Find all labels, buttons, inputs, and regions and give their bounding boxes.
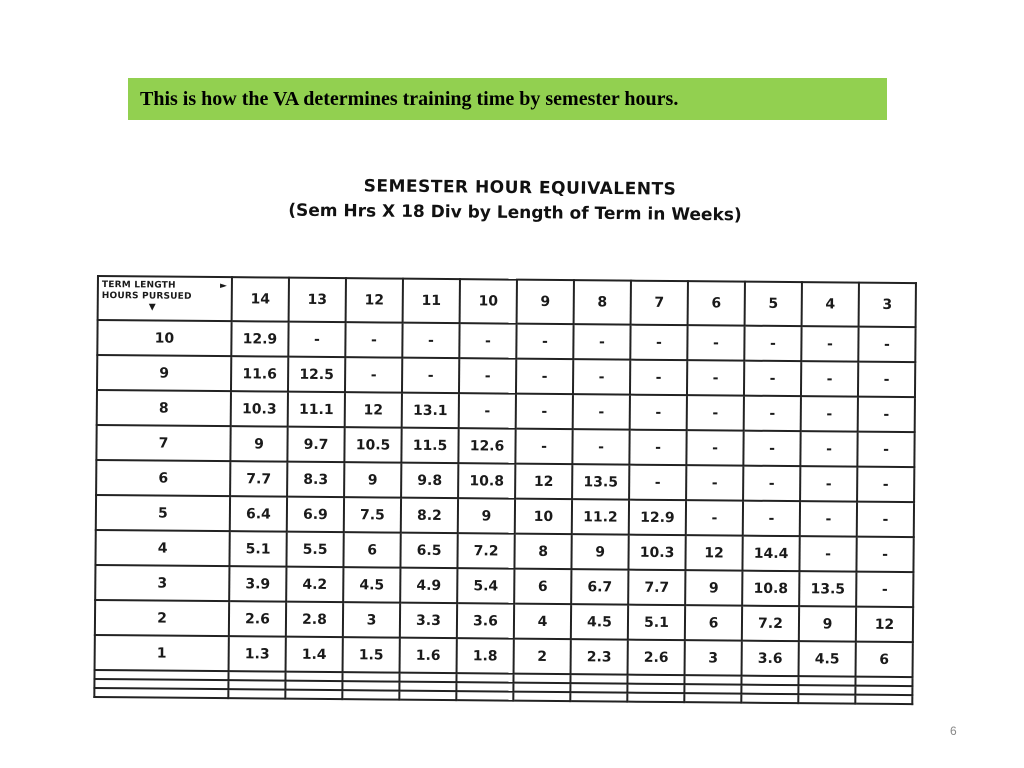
table-cell: - (516, 324, 573, 359)
table-cell: 6 (514, 569, 571, 604)
table-cell: - (516, 359, 573, 394)
row-header: 8 (97, 390, 231, 426)
table-cell: 7.2 (457, 533, 514, 568)
table-cell: - (402, 323, 459, 358)
table-cell: - (515, 429, 572, 464)
table-cell: 12.6 (458, 428, 515, 463)
table-cell: 5.1 (229, 531, 286, 566)
table-cell: - (743, 501, 800, 536)
table-cell: 3.6 (457, 603, 514, 638)
table-cell: 9 (458, 498, 515, 533)
table-cell: 12.9 (629, 500, 686, 535)
blank-cell (513, 683, 570, 692)
blank-cell (399, 691, 456, 700)
blank-cell (513, 692, 570, 701)
table-cell: - (743, 431, 800, 466)
table-cell: - (687, 395, 744, 430)
table-cell: 10 (515, 499, 572, 534)
table-cell: - (516, 394, 573, 429)
table-cell: 8.2 (401, 498, 458, 533)
table-cell: 7.7 (230, 461, 287, 496)
table-cell: 9 (230, 426, 287, 461)
table-cell: - (801, 396, 858, 431)
table-cell: 3.6 (742, 641, 799, 676)
table-cell: 9 (685, 570, 742, 605)
blank-cell (684, 675, 741, 684)
table-cell: 12 (685, 535, 742, 570)
blank-cell (94, 688, 228, 698)
table-body (94, 320, 915, 704)
table-cell: - (345, 357, 402, 392)
row-header: 5 (96, 495, 230, 531)
table-cell: 5.4 (457, 568, 514, 603)
table-cell: 9 (571, 534, 628, 569)
blank-cell (399, 673, 456, 682)
blank-cell (285, 690, 342, 699)
table-cell: 9 (344, 462, 401, 497)
table-cell: 11.2 (572, 499, 629, 534)
table-cell: - (687, 325, 744, 360)
table-cell: 7.5 (344, 497, 401, 532)
column-header: 12 (346, 278, 403, 322)
table-cell: 6.5 (400, 533, 457, 568)
table-cell: 12 (856, 607, 913, 642)
blank-cell (855, 686, 912, 695)
blank-cell (684, 684, 741, 693)
column-header: 11 (403, 279, 460, 323)
blank-cell (228, 671, 285, 680)
table-cell: 4 (514, 604, 571, 639)
blank-cell (627, 675, 684, 684)
table-cell: 6 (685, 605, 742, 640)
table-cell: 11.5 (401, 428, 458, 463)
table-cell: 5.1 (628, 605, 685, 640)
blank-cell (456, 691, 513, 700)
table-cell: 4.5 (571, 604, 628, 639)
table-cell: - (857, 432, 914, 467)
table-cell: 10.3 (628, 535, 685, 570)
blank-cell (741, 694, 798, 703)
table-cell: - (743, 466, 800, 501)
table-cell: 6 (343, 532, 400, 567)
table-cell: 9.7 (287, 427, 344, 462)
column-header: 3 (859, 283, 916, 327)
table-cell: - (857, 467, 914, 502)
table-cell: 10.8 (458, 463, 515, 498)
table-cell: 2 (514, 639, 571, 674)
semester-hour-table (93, 275, 917, 705)
table-cell: 3.9 (229, 566, 286, 601)
table-cell: - (573, 359, 630, 394)
table-cell: - (572, 429, 629, 464)
table-header-row (98, 276, 916, 327)
table-cell: - (857, 502, 914, 537)
table-cell: 3.3 (400, 603, 457, 638)
table-cell: - (459, 393, 516, 428)
row-header: 7 (96, 425, 230, 461)
table-cell: 1.5 (343, 637, 400, 672)
row-header: 1 (95, 635, 229, 671)
row-header: 6 (96, 460, 230, 496)
table-cell: 7.2 (742, 606, 799, 641)
blank-cell (456, 673, 513, 682)
table-cell: 8 (514, 534, 571, 569)
table-cell: 2.3 (571, 639, 628, 674)
table-cell: 3 (343, 602, 400, 637)
table-cell: - (573, 394, 630, 429)
table-cell: 8.3 (287, 462, 344, 497)
banner-text: This is how the VA determines training time by semester hours. (140, 87, 679, 110)
row-header: 3 (95, 565, 229, 601)
table-cell: 3 (685, 640, 742, 675)
column-header: 6 (688, 281, 745, 325)
table-cell: 1.6 (400, 638, 457, 673)
table-cell: - (630, 395, 687, 430)
table-cell: - (744, 326, 801, 361)
table-cell: 6 (856, 642, 913, 677)
blank-cell (513, 674, 570, 683)
blank-cell (342, 681, 399, 690)
table-cell: - (744, 396, 801, 431)
table-cell: 4.5 (343, 567, 400, 602)
table-cell: - (858, 327, 915, 362)
blank-cell (399, 682, 456, 691)
table-cell: 11.1 (288, 392, 345, 427)
table-cell: 12 (515, 464, 572, 499)
table-cell: 7.7 (628, 570, 685, 605)
blank-cell (855, 695, 912, 704)
table-cell: - (856, 537, 913, 572)
table-cell: - (630, 360, 687, 395)
table-cell: - (800, 501, 857, 536)
table-cell: 13.5 (572, 464, 629, 499)
table-cell: 12.9 (231, 321, 288, 356)
table-cell: - (402, 358, 459, 393)
page-number: 6 (950, 724, 957, 738)
table-cell: 5.5 (286, 532, 343, 567)
table-cell: 6.7 (571, 569, 628, 604)
row-header: 2 (95, 600, 229, 636)
table-cell: - (856, 572, 913, 607)
blank-cell (741, 685, 798, 694)
scanned-table-image (93, 275, 917, 705)
table-cell: - (858, 362, 915, 397)
triangle-right-icon: ► (219, 281, 227, 292)
table-cell: - (459, 323, 516, 358)
blank-cell (798, 694, 855, 703)
table-cell: 1.3 (229, 636, 286, 671)
table-cell: 6.4 (230, 496, 287, 531)
corner-header-cell (98, 276, 232, 321)
blank-cell (798, 685, 855, 694)
table-cell: - (630, 325, 687, 360)
table-cell: - (629, 465, 686, 500)
table-cell: 4.2 (286, 567, 343, 602)
blank-cell (627, 684, 684, 693)
table-cell: 4.5 (799, 641, 856, 676)
column-header: 5 (745, 282, 802, 326)
table-cell: 1.4 (286, 637, 343, 672)
table-cell: 6.9 (287, 497, 344, 532)
column-header: 10 (460, 279, 517, 323)
table-cell: - (459, 358, 516, 393)
table-cell: 13.1 (402, 393, 459, 428)
blank-cell (228, 680, 285, 689)
hours-pursued-label: HOURS PURSUED (101, 291, 192, 302)
blank-cell (570, 674, 627, 683)
table-cell: 2.8 (286, 602, 343, 637)
table-cell: - (800, 466, 857, 501)
table-cell: - (345, 322, 402, 357)
table-cell: - (801, 326, 858, 361)
table-cell: 14.4 (742, 536, 799, 571)
table-cell: - (801, 361, 858, 396)
blank-cell (570, 692, 627, 701)
blank-cell (342, 672, 399, 681)
term-length-label: TERM LENGTH (101, 280, 176, 291)
blank-cell (342, 690, 399, 699)
table-cell: - (288, 322, 345, 357)
column-header: 4 (802, 282, 859, 326)
table-cell: - (858, 397, 915, 432)
table-cell: - (629, 430, 686, 465)
table-cell: - (799, 536, 856, 571)
blank-cell (285, 672, 342, 681)
table-cell: - (573, 324, 630, 359)
table-title: SEMESTER HOUR EQUIVALENTS (363, 176, 677, 200)
column-header: 9 (517, 280, 574, 324)
table-cell: 11.6 (231, 356, 288, 391)
blank-cell (627, 693, 684, 702)
column-header: 13 (289, 278, 346, 322)
table-cell: 13.5 (799, 571, 856, 606)
table-cell: - (800, 431, 857, 466)
table-cell: 2.6 (229, 601, 286, 636)
table-cell: 9 (799, 606, 856, 641)
column-header: 14 (232, 277, 289, 321)
column-header: 7 (631, 281, 688, 325)
table-cell: 2.6 (628, 640, 685, 675)
table-cell: - (744, 361, 801, 396)
triangle-down-icon: ▼ (148, 302, 156, 313)
blank-cell (855, 677, 912, 686)
row-header: 4 (95, 530, 229, 566)
column-header: 8 (574, 280, 631, 324)
table-cell: 12 (345, 392, 402, 427)
table-cell: 10.3 (231, 391, 288, 426)
table-cell: 9.8 (401, 463, 458, 498)
blank-cell (570, 683, 627, 692)
table-cell: - (686, 430, 743, 465)
row-header: 10 (97, 320, 231, 356)
blank-cell (684, 693, 741, 702)
table-subtitle: (Sem Hrs X 18 Div by Length of Term in Weeks) (288, 200, 742, 226)
table-cell: - (686, 500, 743, 535)
blank-cell (798, 676, 855, 685)
table-cell: 4.9 (400, 568, 457, 603)
header-banner (128, 78, 887, 120)
table-cell: - (686, 465, 743, 500)
row-header: 9 (97, 355, 231, 391)
table-cell: 1.8 (457, 638, 514, 673)
blank-cell (456, 682, 513, 691)
blank-cell (228, 689, 285, 698)
table-cell: - (687, 360, 744, 395)
table-cell: 10.8 (742, 571, 799, 606)
blank-cell (285, 681, 342, 690)
blank-cell (741, 676, 798, 685)
table-cell: 10.5 (344, 427, 401, 462)
table-cell: 12.5 (288, 357, 345, 392)
